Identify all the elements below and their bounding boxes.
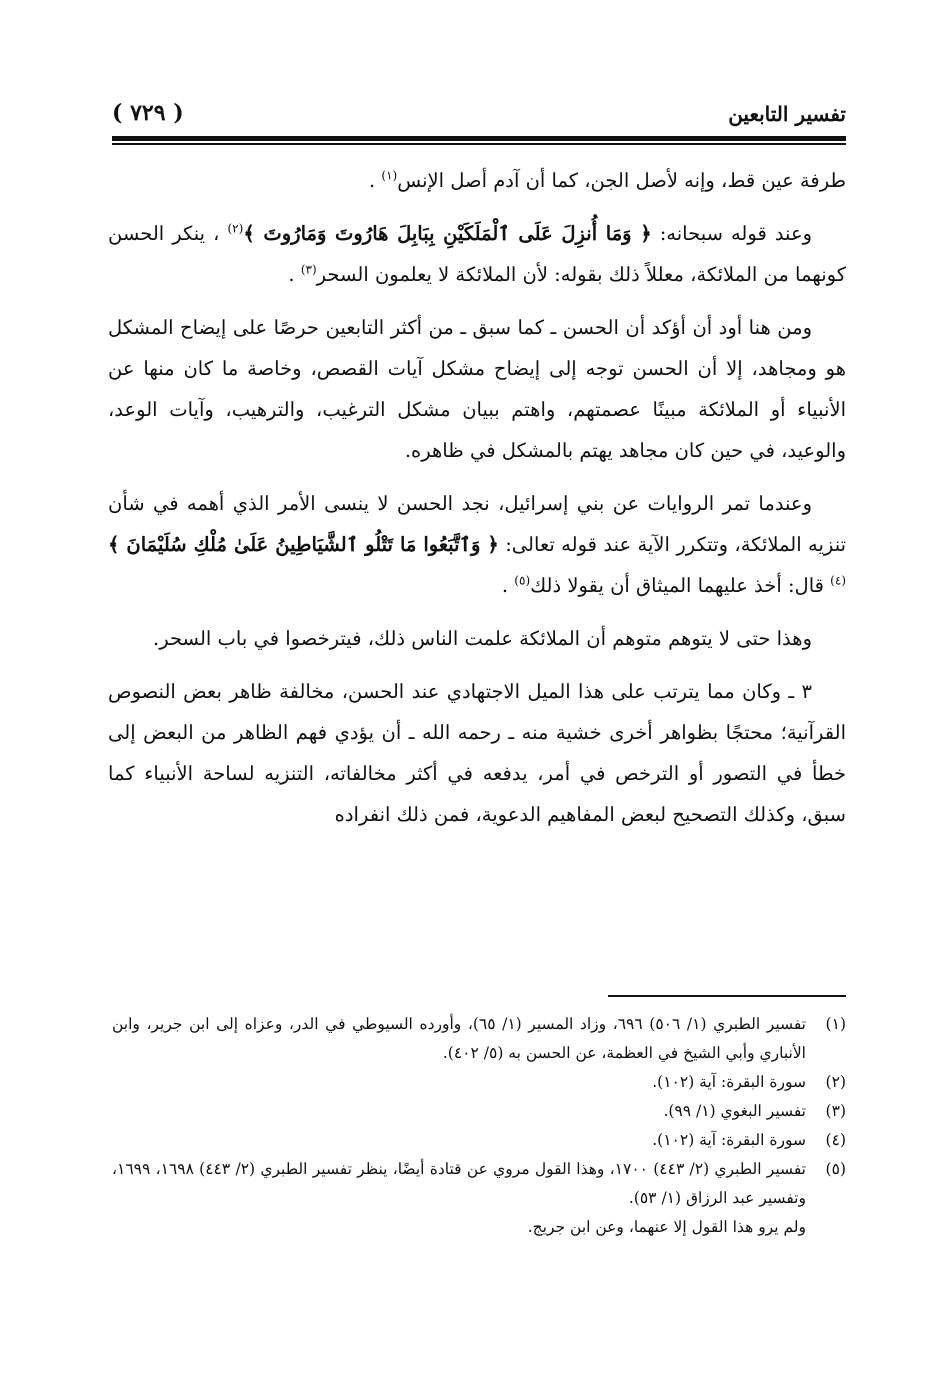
footnote-text: تفسير الطبري (٢/ ٤٤٣) ١٧٠٠، وهذا القول مروي عن قتادة أيضًا، ينظر تفسير الطبري (٢/ ٤٤٣) ١٦٩٨، ١٦٩٩، وتفسير عبد الرزاق (١/ ٥٣).	[112, 1160, 806, 1207]
footnote-item	[112, 1097, 846, 1126]
paragraph-1	[108, 160, 846, 201]
text-run: .	[288, 263, 301, 286]
footnote-continuation: ولم يرو هذا القول إلا عنهما، وعن ابن جريج.	[527, 1218, 806, 1236]
footnote-number: (٣)	[825, 1102, 846, 1120]
paragraph-4	[108, 483, 846, 606]
footnote-ref-4[interactable]: (٤)	[830, 573, 846, 588]
text-run: وعندما تمر الروايات عن بني إسرائيل، نجد الحسن لا ينسى الأمر الذي أهمه في شأن تنزيه الملائكة، وتتكرر الآية عند قوله تعالى:	[108, 492, 846, 556]
footnote-text: سورة البقرة: آية (١٠٢).	[652, 1073, 806, 1091]
book-title: تفسير التابعين	[728, 102, 846, 126]
footnote-text: سورة البقرة: آية (١٠٢).	[652, 1131, 806, 1149]
text-run: ، ينكر الحسن كونهما من الملائكة، معللاً ذلك بقوله: لأن الملائكة لا يعلمون السحر	[108, 222, 846, 286]
paragraph-3: ومن هنا أود أن أؤكد أن الحسن ـ كما سبق ـ من أكثر التابعين حرصًا على إيضاح المشكل هو ومجاهد، إلا أن الحسن توجه إلى إيضاح مشكل آيات القصص، وخاصة ما كان منها عن الأنبياء أو الملائكة مبينًا عصمتهم، واهتم ببيان مشكل الترغيب، والترهيب، وآيات الوعد، والوعيد، في حين كان مجاهد يهتم بالمشكل في ظاهره.	[108, 316, 846, 462]
quran-verse: ﴿ وَمَا أُنزِلَ عَلَى ٱلْمَلَكَيْنِ بِبَابِلَ هَارُوتَ وَمَارُوتَ ﴾	[243, 222, 652, 245]
header-rule-thick	[112, 136, 846, 141]
quran-verse: ﴿ وَٱتَّبَعُوا مَا تَتْلُو ٱلشَّيَاطِينُ عَلَىٰ مُلْكِ سُلَيْمَانَ ﴾	[108, 533, 499, 556]
footnote-ref-1[interactable]: (١)	[381, 168, 398, 183]
footnote-item	[112, 1155, 846, 1213]
footnote-number: (٤)	[825, 1131, 846, 1149]
running-header	[112, 92, 846, 132]
footnote-text: تفسير الطبري (١/ ٥٠٦) ٦٩٦، وزاد المسير (١/ ٦٥)، وأورده السيوطي في الدر، وعزاه إلى ابن جرير، وابن الأنباري وأبي الشيخ في العظمة، عن الحسن به (٥/ ٤٠٢).	[112, 1015, 806, 1062]
page-number: ( ٧٢٩ )	[112, 100, 184, 126]
text-run: وعند قوله سبحانه:	[651, 222, 812, 245]
footnotes	[112, 1010, 846, 1242]
footnote-text: تفسير البغوي (١/ ٩٩).	[663, 1102, 806, 1120]
header-rule-thin	[112, 143, 846, 145]
footnote-ref-3[interactable]: (٣)	[300, 262, 317, 277]
footnote-item	[112, 1010, 846, 1068]
footnote-ref-5[interactable]: (٥)	[514, 573, 531, 588]
footnote-item	[112, 1126, 846, 1155]
footnote-separator	[608, 995, 846, 997]
text-run: .	[369, 169, 382, 192]
footnote-number: (١)	[825, 1015, 846, 1033]
footnote-number: (٥)	[825, 1160, 846, 1178]
footnote-item	[112, 1068, 846, 1097]
paragraph-2	[108, 213, 846, 295]
text-run: قال: أخذ عليهما الميثاق أن يقولا ذلك	[530, 574, 831, 597]
footnote-ref-2[interactable]: (٢)	[227, 221, 244, 236]
text-run: طرفة عين قط، وإنه لأصل الجن، كما أن آدم أصل الإنس	[397, 169, 846, 192]
text-run: .	[501, 574, 515, 597]
footnote-number: (٢)	[825, 1073, 846, 1091]
main-text	[108, 160, 846, 847]
paragraph-6: ٣ ـ وكان مما يترتب على هذا الميل الاجتهادي عند الحسن، مخالفة ظاهر بعض النصوص القرآنية؛ محتجًا بظواهر أخرى خشية منه ـ رحمه الله ـ أن يؤدي فهم الظاهر من البعض إلى خطأ في التصور أو الترخص في أمر، يدفعه في أكثر مخالفاته، التنزيه لساحة الأنبياء كما سبق، وكذلك التصحيح لبعض المفاهيم الدعوية، فمن ذلك انفراده	[108, 680, 846, 826]
paragraph-5: وهذا حتى لا يتوهم متوهم أن الملائكة علمت الناس ذلك، فيترخصوا في باب السحر.	[153, 627, 812, 650]
